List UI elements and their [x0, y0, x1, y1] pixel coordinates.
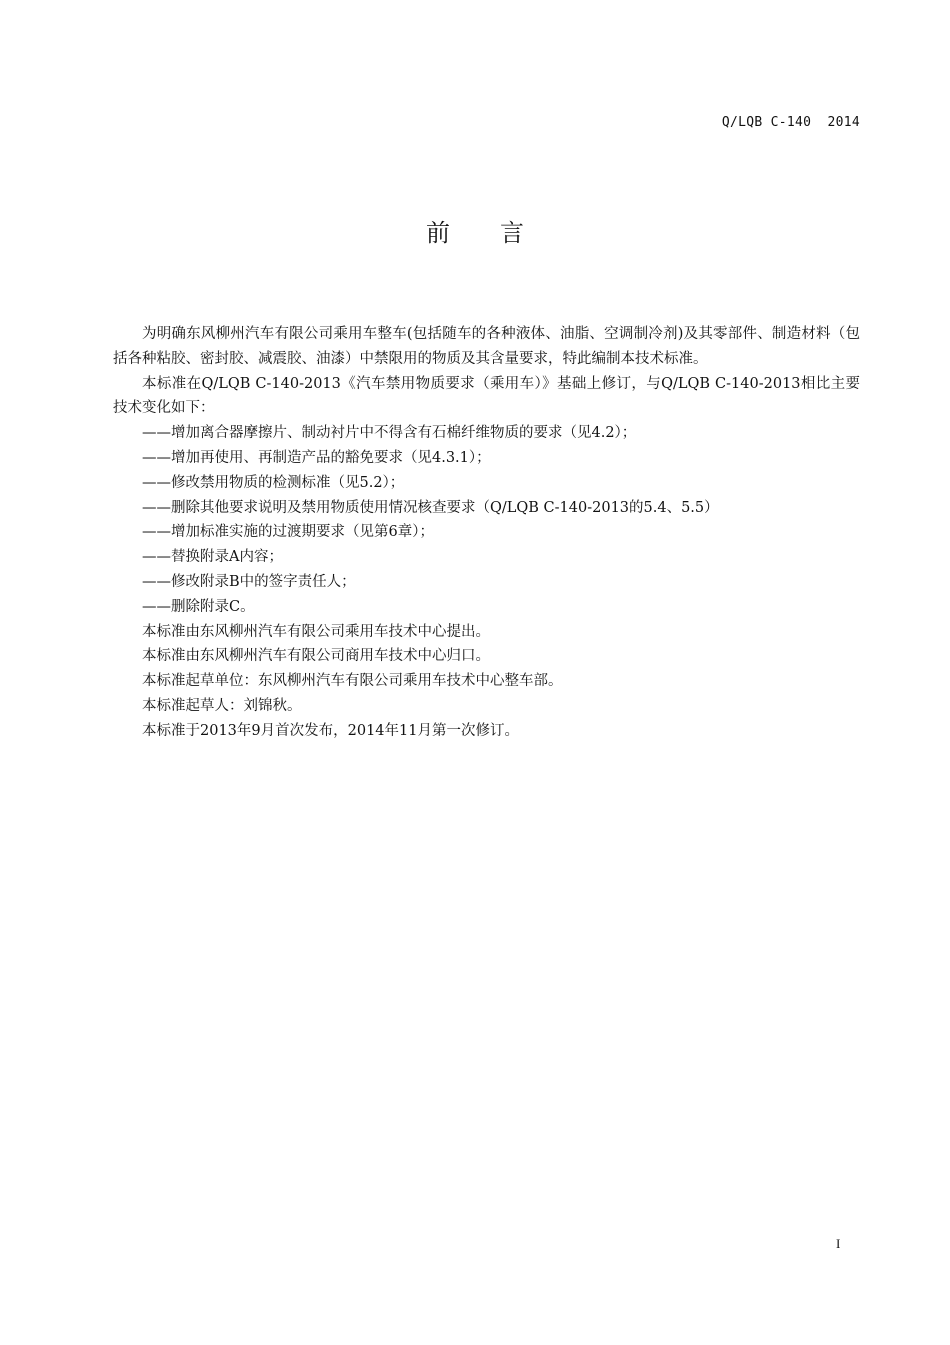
- page-title: 前言: [426, 219, 574, 247]
- paragraph-purpose: 为明确东风柳州汽车有限公司乘用车整车(包括随车的各种液体、油脂、空调制冷剂)及其零部件、制造材料（包括各种粘胶、密封胶、减震胶、油漆）中禁限用的物质及其含量要求，特此编制本技术标准。: [113, 326, 860, 367]
- paragraph-revision-basis: 本标准在Q/LQB C-140-2013《汽车禁用物质要求（乘用车）》基础上修订，与Q/LQB C-140-2013相比主要技术变化如下：: [113, 375, 860, 417]
- change-item: ——修改附录B中的签字责任人；: [142, 573, 356, 590]
- document-code: Q/LQB C-140 2014: [721, 115, 860, 130]
- change-item: ——删除其他要求说明及禁用物质使用情况核查要求（Q/LQB C-140-2013的5.4、5.5）: [142, 499, 719, 516]
- paragraph-drafting-unit: 本标准起草单位：东风柳州汽车有限公司乘用车技术中心整车部。: [142, 673, 563, 690]
- paragraph-proposer: 本标准由东风柳州汽车有限公司乘用车技术中心提出。: [142, 623, 490, 640]
- paragraph-drafter: 本标准起草人：刘锦秋。: [142, 697, 302, 714]
- paragraph-administrator: 本标准由东风柳州汽车有限公司商用车技术中心归口。: [142, 648, 490, 665]
- change-item: ——增加标准实施的过渡期要求（见第6章）；: [142, 524, 434, 541]
- change-item: ——增加再使用、再制造产品的豁免要求（见4.3.1）；: [142, 449, 491, 466]
- change-item: ——修改禁用物质的检测标准（见5.2）；: [142, 474, 405, 491]
- change-item: ——替换附录A内容；: [142, 549, 283, 566]
- preface-body: [113, 322, 860, 744]
- change-item: ——删除附录C。: [142, 598, 255, 615]
- change-item: ——增加离合器摩擦片、制动衬片中不得含有石棉纤维物质的要求（见4.2）；: [142, 425, 637, 442]
- page-number: I: [836, 1236, 841, 1251]
- paragraph-release-history: 本标准于2013年9月首次发布，2014年11月第一次修订。: [142, 722, 519, 739]
